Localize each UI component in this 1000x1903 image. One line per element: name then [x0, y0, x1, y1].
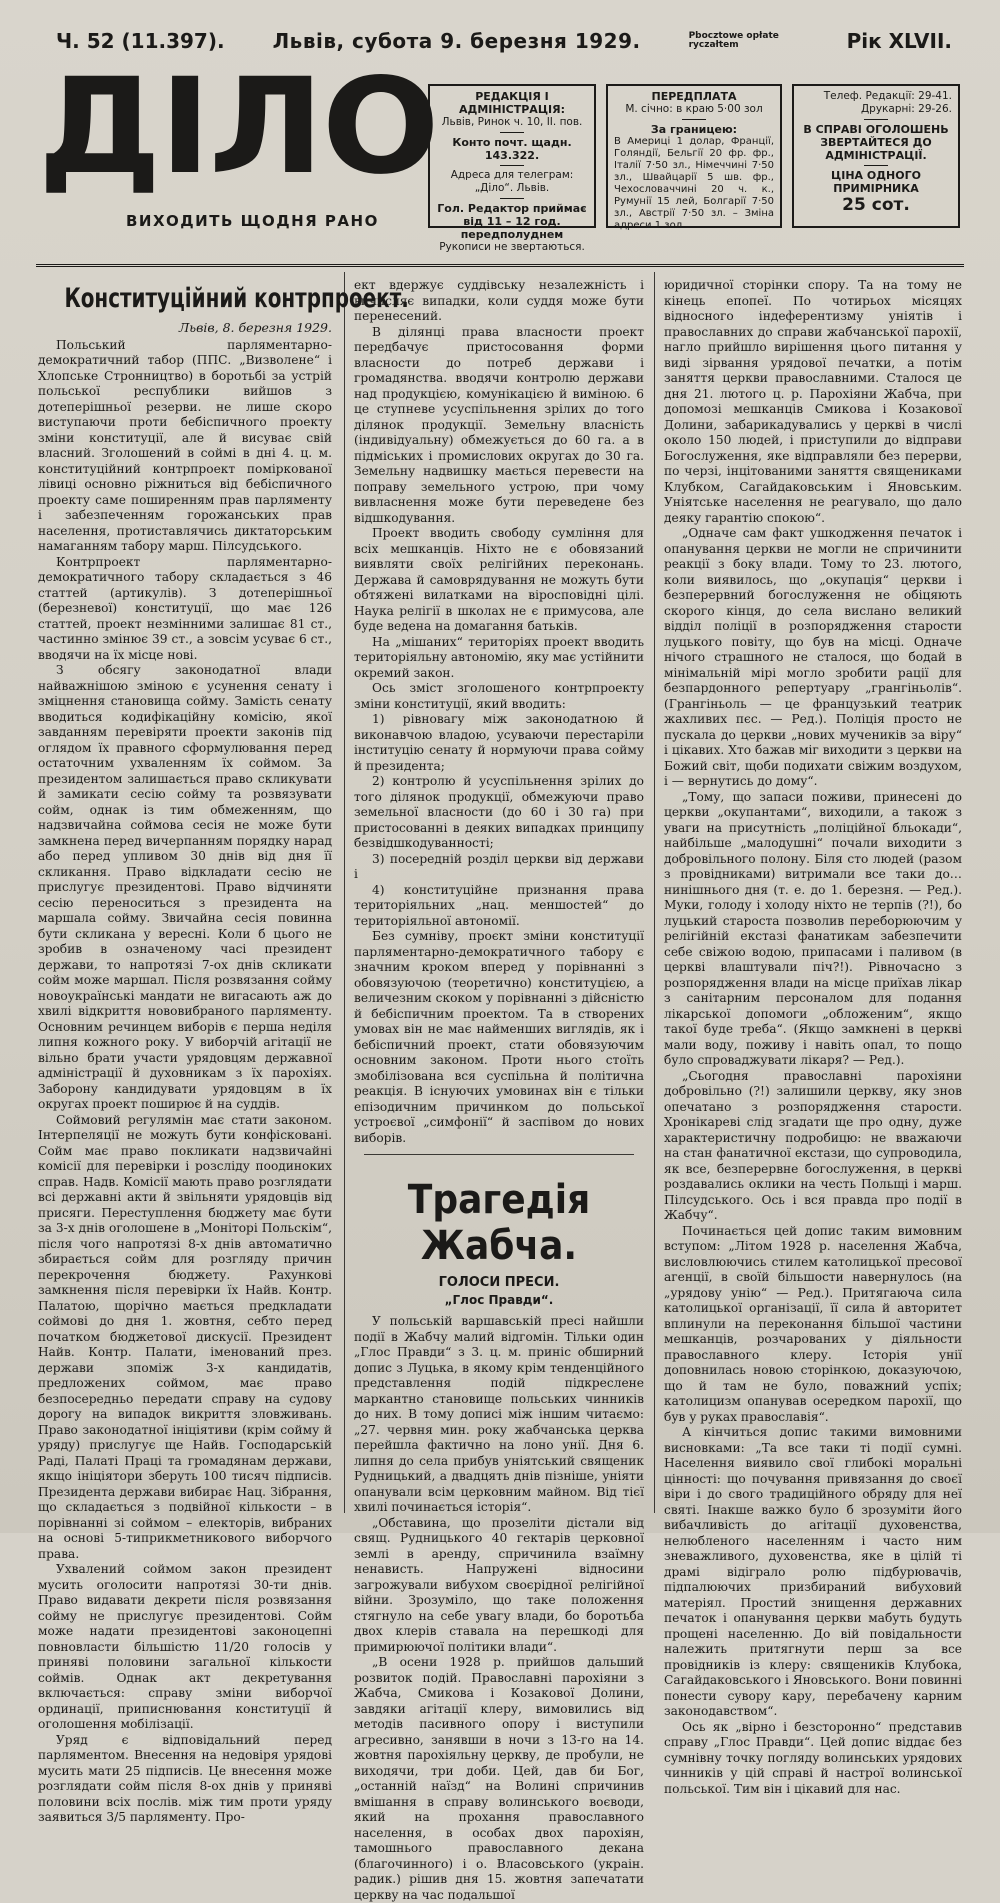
subscription-box — [606, 84, 782, 231]
editorial-heading: РЕДАКЦІЯ І АДМІНІСТРАЦІЯ: — [459, 90, 565, 116]
abroad-heading: За границею: — [650, 123, 738, 136]
divider — [500, 198, 524, 199]
article1-paragraph: Проект вводить свободу сумління для всіх мешканців. Ніхто не є обовязаний виявляти своїх релігійних переконань. Держава й самоврядування не можуть бути обтяжені вилатками на віросповідні цілі. Наука релігії в школах не є примусова, але буде ведена на домагання батьків. — [354, 526, 644, 633]
article1-paragraph: Контрпроект парляментарно-демократичного табору складається з 46 статтей (артикулів). З дотеперішньої (березневої) конституції, що має 126 статтей, проект незмінними залишає 81 ст., частинно змінює 39 ст., а зовсім усуває 6 ст., вводячи на їх місце нові. — [38, 554, 332, 662]
article1-list-item: 3) посередній розділ церкви від держави і — [354, 851, 644, 881]
article1-paragraph: В ділянці права власности проект передбачує пристосовання форми власности до потреб держави і громадянства. вводячи контролю держави над продукцією, комунікацією й виміною. 6 це ступневе усуспільнення зрілих до того ділянок продукції. Земельну власність (індивідуальну) обмежується до 60 га. а в підміських і промислових округах до 30 га. Земельну надвишку мається перевести на поправу земельного устрою, при чому вивласнення може бути переведене без відшкодування. — [354, 324, 644, 525]
price-value: 25 сот. — [842, 195, 910, 215]
divider — [864, 119, 888, 120]
price-label: ЦІНА ОДНОГО ПРИМІРНИКА — [831, 169, 921, 195]
article2-subhead: ГОЛОСИ ПРЕСИ. — [438, 1275, 560, 1290]
column-3 — [664, 278, 962, 1797]
article1-paragraph: З обсягу законодатної влади найважнішою зміною є усунення сенату і зміцнення становища сойму. Замість сенату вводиться кодифікаційну комісію, якої завданням перевіряти проекти законів під оглядом їх правного сформулювання перед остаточним ухваленням їх соймом. За президентом залишається право скликувати й замикати сесію сойму та розвязувати сойм, однак із тим обмеженням, що надзвичайна соймова сесія не може бути замкнена перед вичерпанням порядку нарад або перед упливом 30 днів від дня її скликання. Право відкладати сесію не прислугує президентові. Право відчиняти сесію переноситься з президента на маршала сойму. Звичайна сесія повинна бути скликана у вересні. Коли б цього не зробив в означеному часі президент держави, то напротязі 7-ох днів скликати сойм може маршал. Після розвязання сойму новоукраїнські мандати не вигасають аж до хвилі відкриття нововибраного парляменту. Основним речинцем виборів є перша неділя липня кожного року. У виборчій агітації не вільно брати участи урядовцям державної адміністрації й духовникам з їх парохіях. Заборону кандидувати урядовцям в їх округах проект поширює й на суддів. — [38, 663, 332, 1111]
subscription-domestic: М. січно: в краю 5·00 зол — [625, 103, 763, 115]
divider — [682, 119, 706, 120]
article2-paragraph: юридичної сторінки спору. Та на тому не кінець епопеї. По чотирьох місяцях відносного індеферентизму уніятів і православних до справи жабчанської парохії, нагло прийшло вирішення цього питання у виді зірвання урядової печатки, а потім заняття церкви православними. Сталося це дня 21. лютого ц. р. Парохіяни Жабча, при допомозі мешканців Смикова і Козакової Долини, забарикадувались у церкві в числі около 150 людей, і приступили до відправи Богослуження, яке відправляли без перерви, по черзі, інцітованими заняття священиками Клубком, Сагайдаковським і Яновським. Уніятське населення не реагувало, що дало деяку гарантію спокою“. — [664, 278, 962, 525]
column-1 — [38, 278, 409, 1826]
ads-notice: В СПРАВІ ОГОЛОШЕНЬ ЗВЕРТАЙТЕСЯ ДО АДМІНІСТРАЦІЇ. — [803, 123, 949, 162]
subscription-heading: ПЕРЕДПЛАТА — [651, 90, 737, 103]
article1-paragraph: ект вдержує суддівську незалежність і вичисляє випадки, коли суддя може бути перенесений. — [354, 278, 644, 323]
article2-paragraph: „Обставина, що прозеліти дістали від свящ. Рудницького 40 гектарів церковної землі в аренду, спричинила взаїмну ненависть. Напружені відносини загрожували вибухом своєрідної релігійної війни. Зрозуміло, що таке положення стягнуло на себе увагу влади, бо боротьба двох клерів ставала на перешкоді для примирюючої політики влади“. — [354, 1515, 644, 1654]
article1-paragraph: На „мішаних“ територіях проект вводить територіяльну автономію, яку має устійнити окремий закон. — [354, 634, 644, 680]
article1-list-item: 2) контролю й усуспільнення зрілих до того ділянок продукції, обмежуючи право земельної власности (до 60 і 30 га) при пристосованні в деяких випадках принципу безвідшкодуванності; — [354, 774, 644, 850]
contacts-box — [792, 84, 960, 228]
article2-paragraph: Починається цей допис таким вимовним вступом: „Літом 1928 р. населення Жабча, висловлюючись стилем католицької пресової агенції, в своїй більшости навернулось (на „урядову унію“ — Ред.). Притягаюча сила католицької організації, її сила й авторитет вплинули на переконання більшої частини мешканців, розчарованих у діяльности православного клеру. Історія унії доповнилась новою сторінкою, доказуючою, що й там не було, поважний успіх; католицизм опанував осередком парохії, що був у руках православія“. — [664, 1223, 962, 1424]
article2-paragraph: „Тому, що запаси поживи, принесені до церкви „окупантами“, виходили, а також з уваги на присутність „поліційної бльокади“, найбільше „малодушні“ почали виходити з добровільного полону. Біля сто людей (разом з провідниками) витримали все таки до… нинішнього дня (т. е. до 1. березня. — Ред.). Муки, голоду і холоду ніхто не терпів (?!), бо луцький староста позволив переборюючим у релігійній екстазі фанатикам забезпечити себе свіжою водою, припасами і паливом (в церкві влаштували піч?!). Рівночасно з розпорядження влади на місце приїхав лікар з санітарним персоналом для подання лікарської допомоги „обложеним“, якщо такої буде треба“. (Якщо замкнені в церкві мали воду, поживу і навіть опал, то пощо було спроваджувати лікаря? — Ред.). — [664, 789, 962, 1067]
article1-dateline: Львів, 8. березня 1929. — [178, 320, 332, 335]
year-volume: Рік XLVII. — [846, 29, 952, 53]
article1-paragraph: Без сумніву, проєкт зміни конституції парляментарно-демократичного табору є значним кроком вперед у порівнанні з обовязуючою (теоретично) конституцією, а величезним скоком у порівнанні з дійсністю й бебіспичним проектом. Та в створених умовах він не має найменших виглядів, як і бебіспичний проект, стати обовязуючим основним законом. Проти нього стоїть змобілізована вся суспільна й політична реакція. В існуючих умовинах він є тільки епізодичним причинком до польської устроєвої „симфонії“ й заспівом до нових виборів. — [354, 929, 644, 1145]
editor-hours: Гол. Редактор приймає від 11 – 12 год. передполуднем — [437, 202, 587, 241]
article2-paragraph: „Одначе сам факт ушкодження печаток і опанування церкви не могли не спричинити реакції з боку влади. Тому то 23. лютого, коли виявилось, що „окупація“ церкви і безперервний богослуження не обіцяють скорого кінця, до села вислано великий відділ поліції в розпорядження старости луцького повіту, що був на місці. Одначе нічого страшного не сталося, що бодай в мінімальній мірі могло зробити рації для безпардонного репертуару „грангіньолів“. (Грангіньоль — це французький театрик жахливих пєс. — Ред.). Поліція просто не пускала до церкви „нових мучеників за віру“ і цікавих. Хто бажав міг виходити з церкви на Божий світ, щоби подихати свіжим воздухом, і — вернутись до дому“. — [664, 526, 962, 788]
article1-paragraph: Польський парляментарно-демократичний табор (ППС. „Визволене“ і Хлопське Стронництво) в боротьбі за устрій польської республики вийшов з дотеперішньої резерви. не лише скоро виступаючи проти бебіспичного проекту зміни конституції, але й висуває свій власний. Зголошений в соймі в дні 4. ц. м. конституційний контрпроект поміркованої лівиці основно ріжниться від бебіспичного проекту саме поширенням прав парляменту і забезпеченням горожанських прав населення, протиставлячись диктаторським намаганням табору марш. Пілсудського. — [38, 337, 332, 553]
column-rule — [654, 272, 655, 1513]
article1-paragraph: Ось зміст зголошеного контрпроекту зміни конституції, який вводить: — [354, 681, 644, 711]
editorial-box — [428, 84, 596, 253]
issue-number: Ч. 52 (11.397). — [56, 29, 225, 53]
article2-paragraph: Ось як „вірно і безсторонно“ представив справу „Глос Правди“. Цей допис віддає без сумнівну точку погляду волинських урядових чинників у цій справі й настрої волинської польської. Тим він і цікавий для нас. — [664, 1719, 962, 1796]
phone-editorial: Телеф. Редакції: 29-41. — [823, 90, 952, 102]
divider — [500, 165, 524, 166]
article1-title: Конституційний контрпроект. — [64, 283, 409, 314]
postage-note: Pbocztowe opłate ryczałtem — [688, 31, 779, 50]
divider — [500, 132, 524, 133]
abroad-prices: В Америці 1 долар, Франції, Голяндії, Бельгії 20 фр. фр., Італії 7·50 зл., Німеччині 7·50 зл., Швайцарії 5 шв. фр., Чехословаччині 20 ч. к., Румунії 15 лей, Болгарії 7·50 зл., Австрії 7·50 зл. – Зміна адреси 1 зол. — [614, 136, 774, 231]
manuscripts-note: Рукописи не звертаються. — [439, 241, 585, 253]
masthead-title: ДІЛО — [38, 50, 438, 204]
masthead-subtitle: ВИХОДИТЬ ЩОДНЯ РАНО — [126, 212, 379, 230]
divider — [864, 165, 888, 166]
article1-list-item: 4) конституційне признання права територіяльних „нац. меншостей“ до територіяльної автономії. — [354, 882, 644, 928]
article2-source: „Глос Правди“. — [444, 1292, 554, 1307]
editorial-address: Львів, Ринок ч. 10, II. пов. — [441, 116, 583, 128]
article2-paragraph: А кінчиться допис такими вимовними висновками: „Та все таки ті події сумні. Населення виявило свої глибокі моральні цінності: що почування привязання до своєї віри і до свого традиційного обряду для неї святі. Інакше важко було б зрозуміти його вибачливість до агітації духовенства, нелюбленого населенням і часто ним зневажливого, духовенства, яке в цілій ті драмі відіграло ролю підбурювачів, підпалюючих призбираний вибуховий матеріял. Простий знищення державних печаток і опанування церкви мабуть будуть прощені населенню. До вій повідальности належить притягнути перш за все провідників із клеру: священиків Клубока, Сагайдаковського і Яновського. Вони повинні понести сувору кару, перебачену карним законодавством“. — [664, 1425, 962, 1718]
header-rule — [36, 264, 964, 267]
article1-paragraph: Соймовий регулямін має стати законом. Інтерпеляції не можуть бути конфіскованi. Сойм має право покликати надзвичайні комісії для перевірки і розсліду поодиноких справ. Надв. Комісії мають право розглядати всі державні акти й звільняти урядовців від присяги. Переступлення бюджету має бути за 3-х днів оголошене в „Моніторі Польскім“, після чого напротязі 8-х днів автоматично збирається сойм для розгляду причин перекрочення бюджету. Рахункові замкнення після перевірки їх Найв. Контр. Палатою, щорічно мається предкладати соймові до дня 1. жовтня, себто перед початком бюджетової дискусії. Президент Найв. Контр. Палати, іменований през. держави зпоміж 3-х кандидатів, предложених соймом, має право безпосередньо передати справу на судову дорогу на випадок викриття зловживань. Право законодатної ініціятиви (крім сойму й уряду) прислугує ще Найв. Господарській Раді, Палаті Праці та громадянам держави, якщо ініціятори зберуть 100 тисяч підписів. Президента держави вибирає Нац. Зібрання, що складається з подвійної кількости – в порівнанні зі соймом – електорів, вибраних на основі 5-типрикметникового виборчого права. — [38, 1112, 332, 1561]
article2-paragraph: „Сьогодня православні парохіяни добровільно (?!) залишили церкву, яку знов опечатано з розпорядження старости. Хронікареві слід згадати ще про одну, дуже характеристичну подробицю: не вважаючи на стан фанатичної екстази, що супроводила, як все, безперервне богослуження, в церкві роздавались оклики на честь Польщі і марш. Пілсудського. Ось і вся правда про події в Жабчу“. — [664, 1068, 962, 1222]
section-divider — [364, 1154, 634, 1155]
article1-paragraph: Уряд є відповідальний перед парляментом. Внесення на недовіря урядові мусить мати 25 підписів. Це внесення може розглядати сойм після 8-ох днів у приняві половини всіх послів. між тим проти уряду заявиться 3/5 парляменту. Про- — [38, 1732, 332, 1824]
article2-title: Трагедія Жабча. — [407, 1177, 591, 1269]
article1-paragraph: Ухвалений соймом закон президент мусить оголосити напротязі 30-ти днів. Право видавати декрети після розвязання сойму не прислугує президентові. Сойм може надати президентові законоцепні повновласти більшістю 11/20 голосів у приняві половини загальної кількости соймів. Однак акт декретування включається: справу зміни виборчої ординації, приписнювання конституції й оголошення мобілізації. — [38, 1562, 332, 1731]
place-date: Львів, субота 9. березня 1929. — [272, 29, 641, 53]
telegram-address: Адреса для телеграм: „Діло“. Львів. — [450, 169, 574, 194]
column-rule — [344, 272, 345, 1513]
postal-account: Конто почт. щадн. 143.322. — [452, 136, 572, 162]
article1-list-item: 1) рівновагу між законодатною й виконавчою владою, усуваючи перестаріли інституцію сенату й нормуючи права сойму й президента; — [354, 712, 644, 773]
article2-paragraph: „В осени 1928 р. прийшов дальший розвиток подій. Православні парохіяни з Жабча, Смикова і Козакової Долини, завдяки агітації клеру, вимовились від методів пасивного опору і виступили агресивно, занявши в ночи з 13-го на 14. жовтня парохіяльну церкву, де пробули, не виходячи, три доби. Цей, дав би Бог, „останній наїзд“ на Волині спричинив вмішання в справу волинського воєводи, який на прохання православного населення, в особах двох парохіян, тамошнього православного декана (благочинного) і о. Власовського (украін. радик.) рішив дня 15. жовтня запечатати церкву на час подальшої — [354, 1655, 644, 1902]
article2-paragraph: У польській варшавській пресі найшли події в Жабчу малий відгомін. Тільки один „Глос Правди“ з 3. ц. м. приніс обширний допис з Луцька, в якому крім тенденційного представлення подій підкреслене маркантно становище польських чинників до них. В тому дописі між іншим читаємо: „27. червня мин. року жабчанська церква перейшла фактично на лоно унії. Дня 6. липня до села прибув уніятський священик Рудницький, а двадцять днів пізніше, уніяти опанували всім церковним майном. Від тієї хвилі починається історія“. — [354, 1314, 644, 1514]
phone-printing: Друкарні: 29-26. — [860, 103, 952, 115]
column-2 — [354, 278, 644, 1903]
